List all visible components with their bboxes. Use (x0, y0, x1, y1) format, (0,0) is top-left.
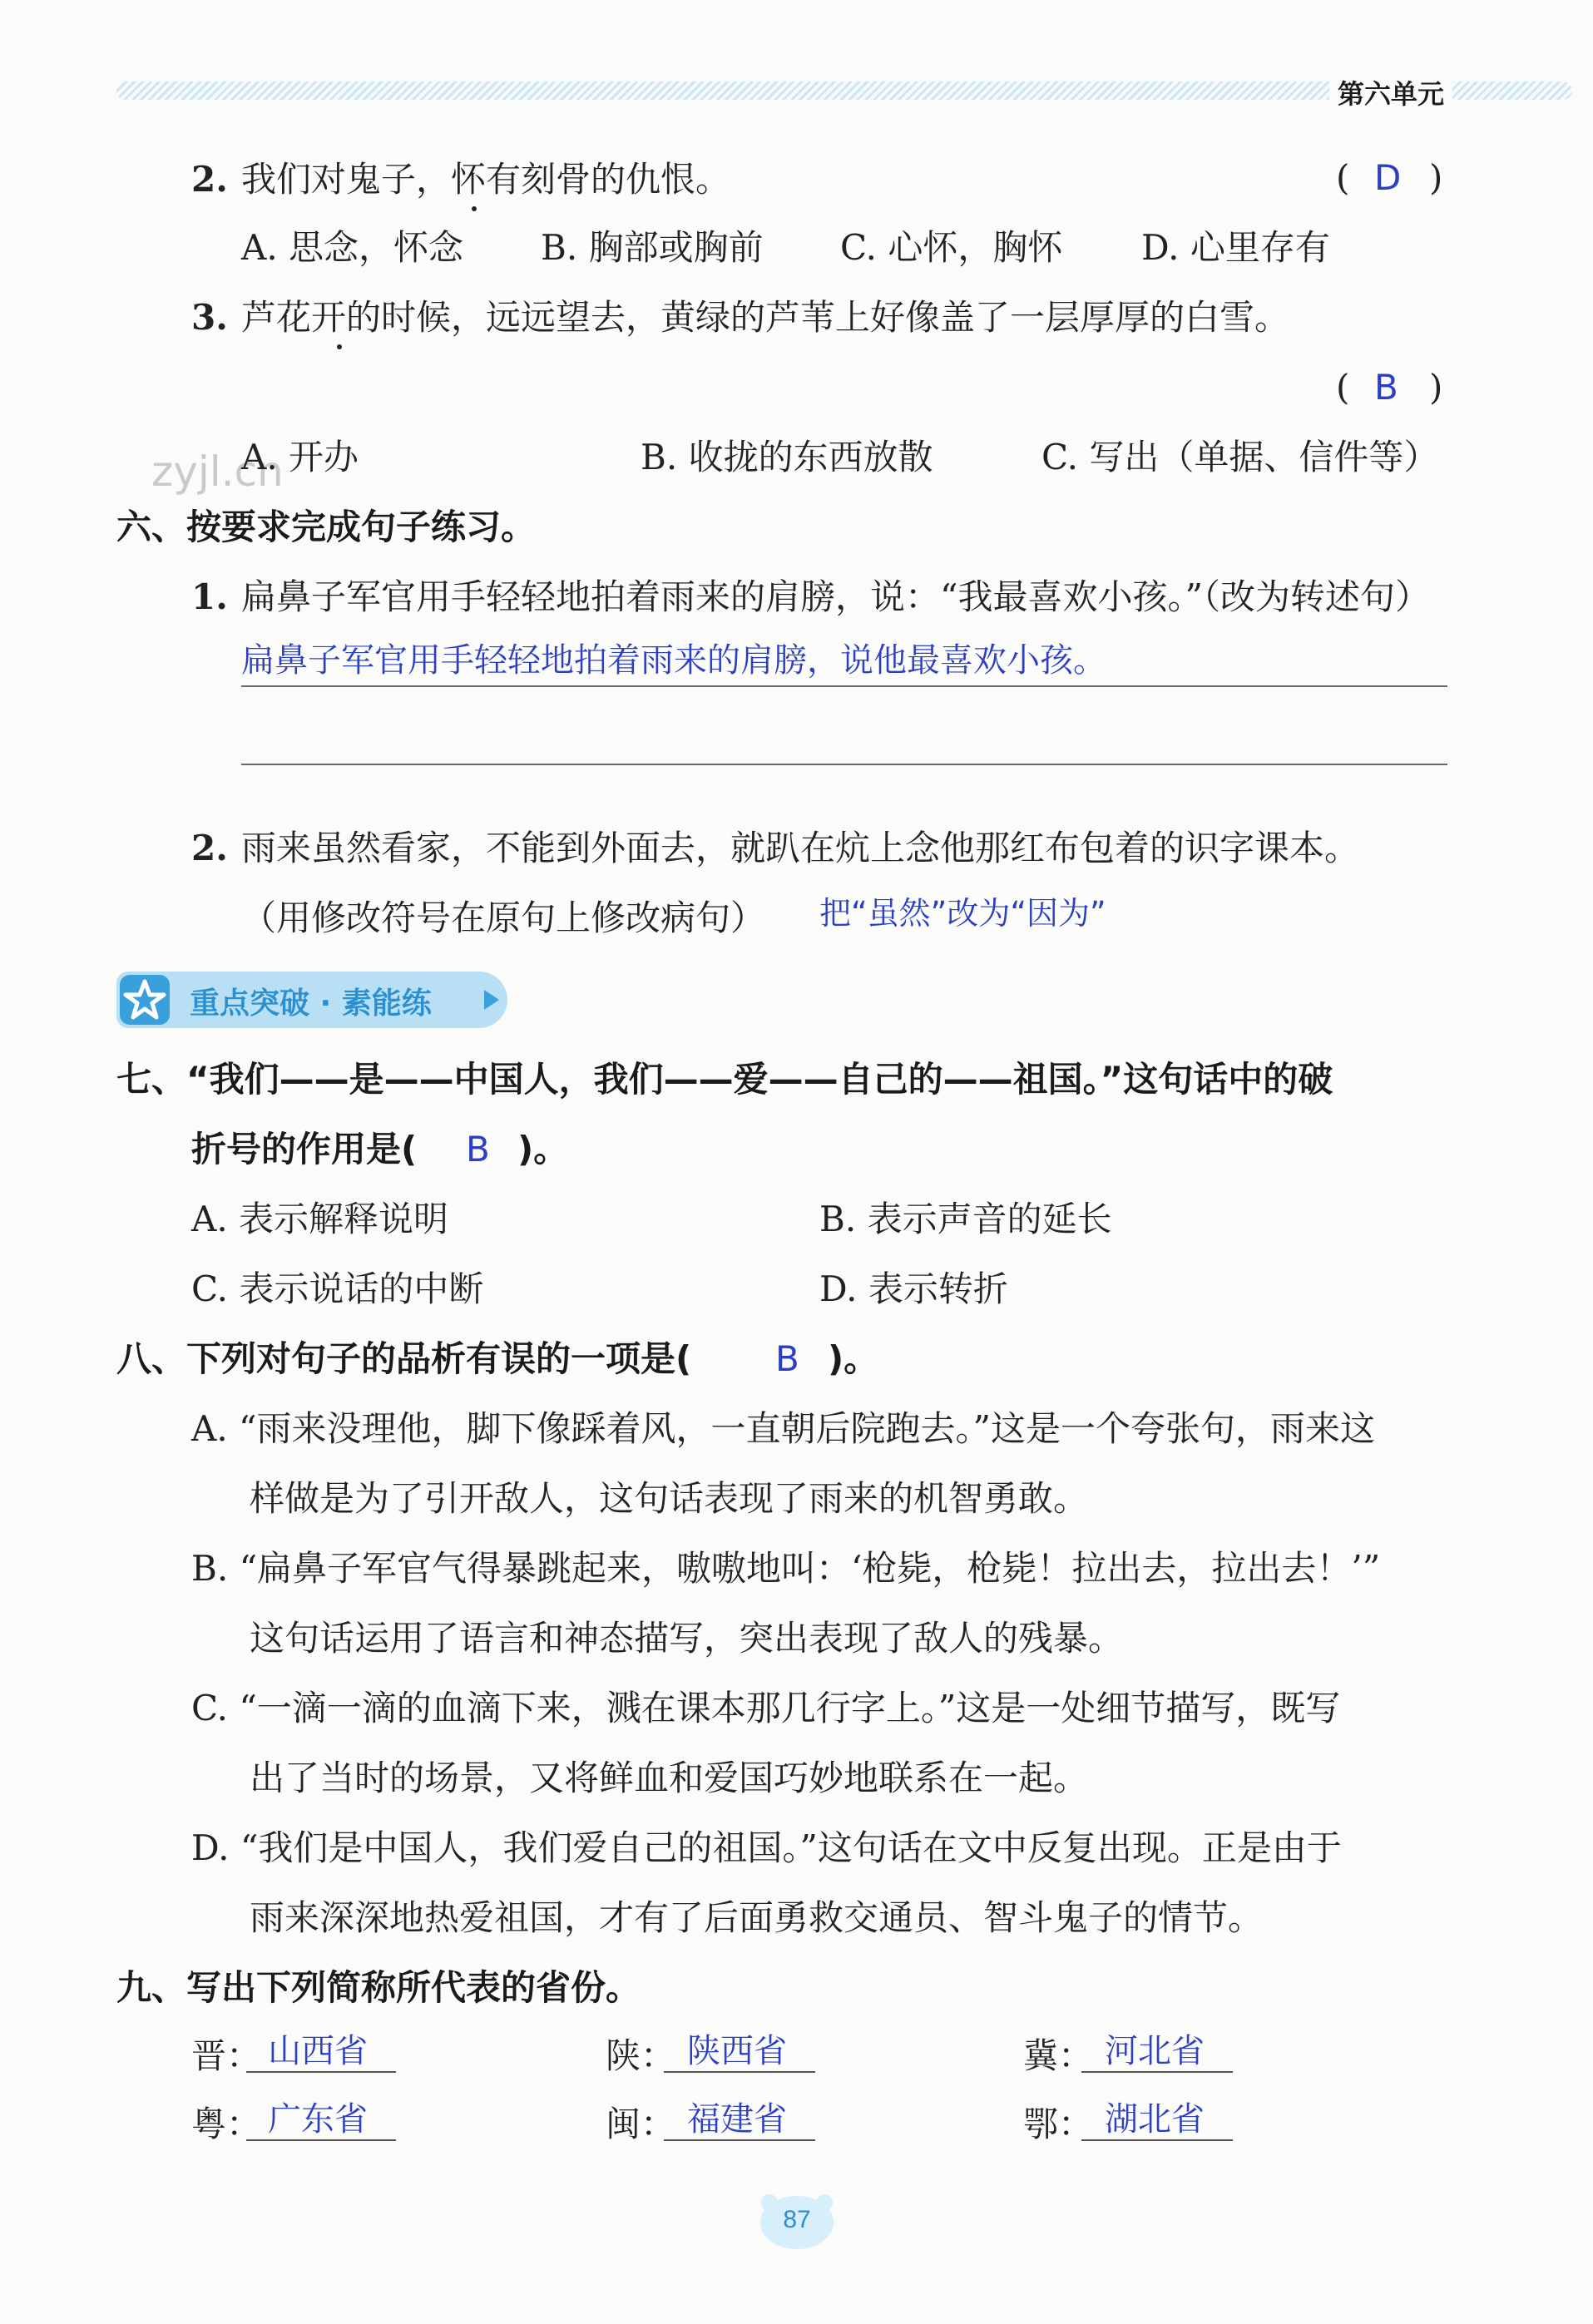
watermark: zyjl.cn (151, 447, 284, 496)
page-number-badge (751, 2188, 843, 2254)
q9-abbr-jin: 晋： (191, 2035, 262, 2076)
q6-item1-text: 扁鼻子军官用手轻轻地拍着雨来的肩膀，说：“我最喜欢小孩。”（改为转述句） (241, 576, 1430, 617)
q5-item3-answer: B (1374, 367, 1398, 408)
q5-item3-paren-right: ) (1429, 367, 1443, 408)
q9-answer-shaan: 陕西省 (687, 2032, 787, 2070)
q5-item3-text: 芦花开的时候，远远望去，黄绿的芦苇上好像盖了一层厚厚的白雪。 (241, 297, 1290, 338)
q8-option-d-line1: D. “我们是中国人，我们爱自己的祖国。”这句话在文中反复出现。正是由于 (191, 1827, 1342, 1868)
q6-item2-answer: 把“虽然”改为“因为” (819, 895, 1106, 932)
q7-line2-pre: 折号的作用是( (191, 1129, 418, 1169)
section-banner (116, 972, 507, 1028)
play-arrow-icon (482, 988, 501, 1011)
emphasis-dot (337, 344, 342, 349)
q5-item2-option-c: C. 心怀，胸怀 (840, 227, 1063, 268)
q9-answer-ji: 河北省 (1105, 2032, 1205, 2070)
q8-option-b-line1: B. “扁鼻子军官气得暴跳起来，嗷嗷地叫：‘枪毙，枪毙！拉出去，拉出去！’” (191, 1548, 1381, 1589)
q5-item2-number: 2. (191, 159, 228, 200)
q8-option-c-line1: C. “一滴一滴的血滴下来，溅在课本那几行字上。”这是一处细节描写，既写 (191, 1688, 1341, 1728)
q7-line1: 七、“我们——是——中国人，我们——爱——自己的——祖国。”这句话中的破 (116, 1059, 1333, 1100)
q8-option-a-line1: A. “雨来没理他，脚下像踩着风，一直朝后院跑去。”这是一个夸张句，雨来这 (191, 1408, 1375, 1449)
unit-title: 第六单元 (1329, 73, 1452, 111)
q6-item2-text: 雨来虽然看家，不能到外面去，就趴在炕上念他那红布包着的识字课本。 (241, 828, 1360, 868)
q6-item2-number: 2. (191, 828, 228, 868)
q5-item3-paren-left: ( (1336, 367, 1350, 408)
q6-item1-answer: 扁鼻子军官用手轻轻地拍着雨来的肩膀，说他最喜欢小孩。 (241, 641, 1106, 680)
q6-item1-number: 1. (191, 576, 228, 617)
q8-option-b-line2: 这句话运用了语言和神态描写，突出表现了敌人的残暴。 (250, 1618, 1124, 1659)
q9-abbr-yue: 粤： (191, 2104, 262, 2144)
banner-label: 重点突破 · 素能练 (190, 986, 432, 1021)
q7-answer: B (466, 1129, 490, 1169)
q8-title-pre: 八、下列对句子的品析有误的一项是( (116, 1338, 692, 1379)
q7-option-a: A. 表示解释说明 (191, 1199, 449, 1239)
q9-abbr-shaan: 陕： (606, 2035, 676, 2076)
q8-answer: B (775, 1338, 799, 1379)
emphasis-dot (472, 206, 477, 211)
q7-option-d: D. 表示转折 (819, 1268, 1008, 1309)
q8-option-a-line2: 样做是为了引开敌人，这句话表现了雨来的机智勇敢。 (250, 1478, 1089, 1519)
q9-title: 九、写出下列简称所代表的省份。 (116, 1967, 641, 2008)
q5-item2-text: 我们对鬼子，怀有刻骨的仇恨。 (241, 159, 731, 200)
q5-item2-option-a: A. 思念，怀念 (241, 227, 464, 268)
q9-answer-yue: 广东省 (268, 2100, 368, 2139)
page-number: 87 (783, 2206, 811, 2233)
q5-item2-answer: D (1374, 157, 1402, 198)
q9-abbr-ji: 冀： (1023, 2035, 1094, 2076)
answer-line (241, 764, 1447, 765)
q8-option-d-line2: 雨来深深地热爱祖国，才有了后面勇救交通员、智斗鬼子的情节。 (250, 1897, 1264, 1938)
q7-option-b: B. 表示声音的延长 (819, 1199, 1112, 1239)
q8-option-c-line2: 出了当时的场景，又将鲜血和爱国巧妙地联系在一起。 (250, 1758, 1089, 1798)
q5-item3-option-a: A. 开办 (241, 437, 359, 477)
q6-item2-instruction: （用修改符号在原句上修改病句） (241, 897, 766, 938)
q5-item2-option-b: B. 胸部或胸前 (541, 227, 764, 268)
q7-line2-post: )。 (517, 1129, 569, 1169)
q6-title: 六、按要求完成句子练习。 (116, 507, 537, 547)
star-icon (120, 975, 170, 1025)
q5-item2-paren-right: ) (1429, 157, 1443, 198)
q9-abbr-min: 闽： (606, 2104, 676, 2144)
q5-item2-option-d: D. 心里存有 (1141, 227, 1330, 268)
q9-abbr-e: 鄂： (1023, 2104, 1094, 2144)
q9-answer-min: 福建省 (687, 2100, 787, 2139)
q5-item3-number: 3. (191, 297, 228, 338)
q9-answer-jin: 山西省 (268, 2032, 368, 2070)
answer-line (241, 685, 1447, 687)
q5-item2-paren-left: ( (1336, 157, 1350, 198)
q7-option-c: C. 表示说话的中断 (191, 1268, 484, 1309)
q5-item3-option-b: B. 收拢的东西放散 (641, 437, 933, 477)
q8-title-post: )。 (828, 1338, 879, 1379)
q5-item3-option-c: C. 写出（单据、信件等） (1041, 437, 1439, 477)
q9-answer-e: 湖北省 (1105, 2100, 1205, 2139)
